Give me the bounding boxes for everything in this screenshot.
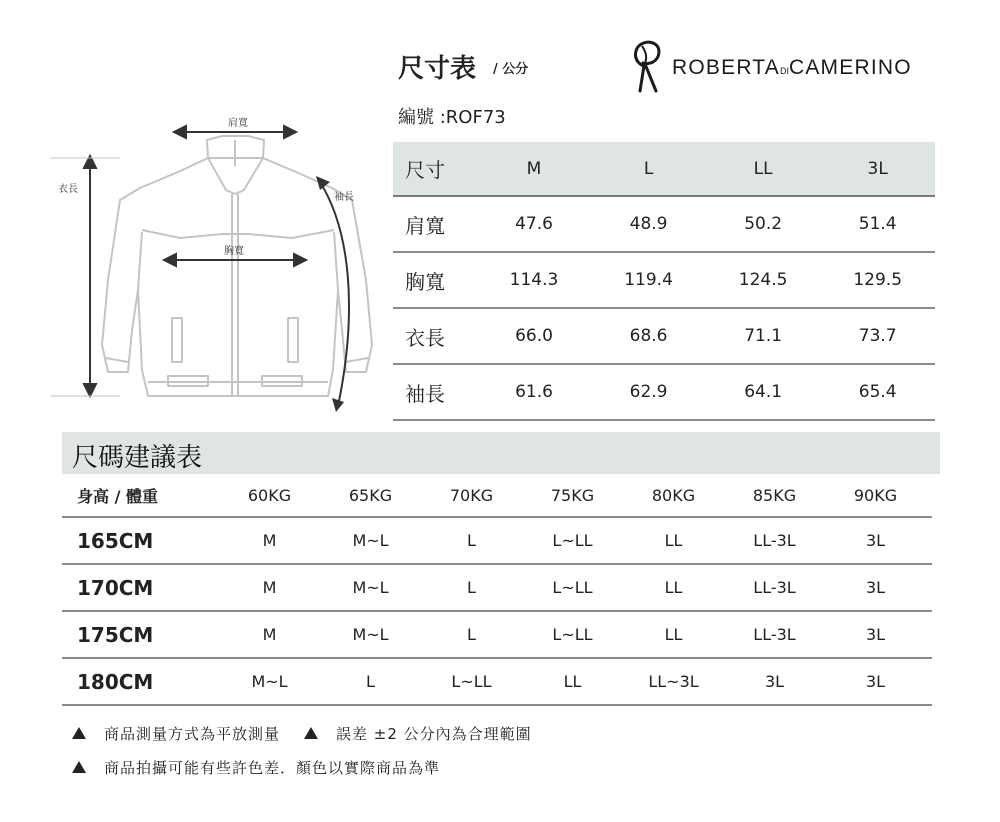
jacket-diagram bbox=[50, 110, 380, 420]
spec-header-cell: L bbox=[643, 158, 654, 179]
spec-row-label: 衣長 bbox=[405, 325, 445, 350]
diagram-label-sleeve: 袖長 bbox=[334, 192, 354, 203]
spec-cell: 73.7 bbox=[858, 326, 897, 346]
rec-cell: L~LL bbox=[451, 672, 492, 691]
rec-row-label: 175CM bbox=[77, 622, 154, 647]
spec-cell: 114.3 bbox=[509, 270, 559, 290]
notes bbox=[72, 716, 532, 784]
brand-name-second: CAMERINO bbox=[788, 56, 912, 79]
brand-logo bbox=[628, 38, 928, 93]
spec-cell: 47.6 bbox=[515, 214, 553, 234]
rec-cell: 3L bbox=[764, 672, 785, 691]
rec-cell: LL-3L bbox=[753, 578, 796, 597]
rec-cell: LL~3L bbox=[648, 672, 699, 691]
rec-cell: M~L bbox=[352, 625, 389, 644]
spec-header-cell: LL bbox=[753, 158, 773, 179]
triangle-bullet-icon bbox=[72, 727, 86, 739]
rec-row-170 bbox=[62, 565, 932, 612]
recommendation-title: 尺碼建議表 bbox=[72, 443, 203, 473]
rec-cell: M~L bbox=[352, 531, 389, 550]
rec-cell: 3L bbox=[865, 625, 886, 644]
recommendation-header-bar bbox=[62, 432, 940, 474]
rec-cell: 3L bbox=[865, 672, 886, 691]
rec-header-cell: 60KG bbox=[247, 485, 292, 505]
size-spec-table bbox=[393, 142, 935, 421]
spec-header-row bbox=[393, 142, 935, 197]
brand-name-first: ROBERTA bbox=[672, 56, 780, 79]
rec-cell: M bbox=[262, 578, 277, 597]
note-measurement: 商品測量方式為平放測量 bbox=[104, 724, 281, 743]
spec-cell: 64.1 bbox=[744, 382, 783, 402]
spec-header-label: 尺寸 bbox=[405, 158, 445, 182]
jacket-outline-icon bbox=[50, 110, 380, 420]
rec-cell: LL bbox=[664, 578, 683, 597]
spec-cell: 65.4 bbox=[858, 382, 897, 402]
rec-cell: 3L bbox=[865, 531, 886, 550]
note-line-1 bbox=[72, 716, 532, 750]
triangle-bullet-icon bbox=[72, 761, 86, 773]
diagram-label-chest: 胸寬 bbox=[224, 246, 244, 257]
spec-row-shoulder bbox=[393, 197, 935, 253]
rec-cell: L bbox=[467, 578, 476, 597]
brand-emblem-icon bbox=[628, 38, 668, 93]
rec-row-165 bbox=[62, 518, 932, 565]
rec-cell: M bbox=[262, 531, 277, 550]
brand-name bbox=[672, 56, 912, 80]
size-recommendation-table bbox=[62, 474, 932, 706]
spec-cell: 48.9 bbox=[629, 214, 668, 234]
rec-row-175 bbox=[62, 612, 932, 659]
rec-cell: M~L bbox=[251, 672, 288, 691]
spec-cell: 62.9 bbox=[629, 382, 668, 402]
spec-row-label: 袖長 bbox=[405, 381, 445, 406]
rec-row-label: 180CM bbox=[77, 669, 154, 694]
spec-header-cell: 3L bbox=[867, 158, 888, 179]
rec-header-row bbox=[62, 474, 932, 518]
spec-cell: 66.0 bbox=[515, 326, 553, 346]
rec-header-cell: 65KG bbox=[348, 485, 393, 505]
rec-header-cell: 90KG bbox=[853, 485, 898, 505]
rec-cell: LL-3L bbox=[753, 531, 796, 550]
spec-cell: 68.6 bbox=[629, 326, 668, 346]
note-color: 商品拍攝可能有些許色差．顏色以實際商品為準 bbox=[104, 758, 441, 777]
spec-row-length bbox=[393, 309, 935, 365]
rec-header-label: 身高 / 體重 bbox=[77, 486, 158, 506]
rec-cell: LL bbox=[563, 672, 582, 691]
rec-header-cell: 85KG bbox=[752, 485, 797, 505]
rec-header-cell: 80KG bbox=[651, 485, 696, 505]
spec-cell: 129.5 bbox=[853, 270, 903, 290]
rec-cell: M~L bbox=[352, 578, 389, 597]
rec-cell: LL bbox=[664, 531, 683, 550]
rec-cell: L~LL bbox=[552, 625, 593, 644]
rec-cell: M bbox=[262, 625, 277, 644]
rec-row-180 bbox=[62, 659, 932, 706]
rec-cell: L bbox=[467, 531, 476, 550]
rec-cell: 3L bbox=[865, 578, 886, 597]
spec-cell: 71.1 bbox=[744, 326, 783, 346]
spec-cell: 61.6 bbox=[515, 382, 553, 402]
rec-cell: LL-3L bbox=[753, 625, 796, 644]
rec-row-label: 165CM bbox=[77, 528, 154, 553]
spec-row-label: 肩寬 bbox=[405, 213, 445, 238]
triangle-bullet-icon bbox=[304, 727, 318, 739]
spec-cell: 119.4 bbox=[624, 270, 673, 290]
spec-cell: 50.2 bbox=[744, 214, 783, 234]
rec-header-cell: 75KG bbox=[550, 485, 595, 505]
spec-header-cell: M bbox=[526, 158, 542, 179]
rec-cell: L bbox=[467, 625, 476, 644]
spec-cell: 124.5 bbox=[738, 270, 788, 290]
spec-row-chest bbox=[393, 253, 935, 309]
brand-name-di: DI bbox=[779, 66, 789, 76]
rec-cell: L bbox=[366, 672, 375, 691]
rec-row-label: 170CM bbox=[77, 575, 154, 600]
model-number: 編號 :ROF73 bbox=[398, 107, 506, 128]
unit-label: / 公分 bbox=[493, 62, 529, 77]
spec-row-label: 胸寬 bbox=[405, 269, 445, 294]
rec-cell: LL bbox=[664, 625, 683, 644]
diagram-label-length: 衣長 bbox=[58, 184, 78, 195]
rec-header-cell: 70KG bbox=[449, 485, 494, 505]
spec-cell: 51.4 bbox=[858, 214, 897, 234]
page-title: 尺寸表 bbox=[398, 54, 477, 84]
rec-cell: L~LL bbox=[552, 531, 593, 550]
rec-cell: L~LL bbox=[552, 578, 593, 597]
note-line-2 bbox=[72, 750, 532, 784]
diagram-label-shoulder: 肩寬 bbox=[228, 118, 248, 129]
note-tolerance: 誤差 ±2 公分內為合理範圍 bbox=[336, 724, 532, 743]
spec-row-sleeve bbox=[393, 365, 935, 421]
